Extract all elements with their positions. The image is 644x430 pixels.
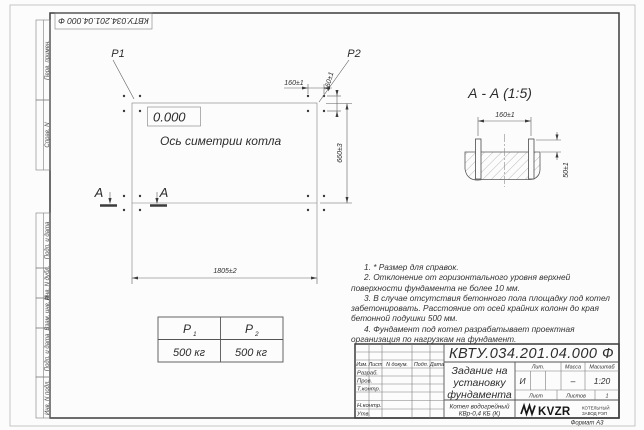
- table-header-p2-sub: 2: [255, 331, 259, 338]
- margin-label: Перв. примен.: [45, 40, 51, 80]
- section-title: А - А (1:5): [468, 85, 532, 101]
- scale-header: Масштаб: [589, 364, 615, 371]
- table-header-p2: P: [244, 322, 254, 336]
- col-izm: Изм.: [356, 362, 368, 368]
- kvzr-logo-text: KVZR: [538, 406, 571, 418]
- note-2: 2. Отклонение от горизонтального уровня верхней поверхности фундамента не более 10 мм.: [351, 272, 571, 293]
- mass-header: Масса: [565, 364, 581, 371]
- doc-title-line1: Задание на: [451, 365, 508, 377]
- load-point-p1-label: P1: [111, 48, 125, 60]
- designation-top-box: [55, 13, 152, 29]
- section-cut-marks: [94, 185, 169, 206]
- company-logo: [521, 406, 610, 419]
- margin-label: Справ. N: [45, 122, 51, 148]
- margin-label: Инв. N дубл.: [45, 265, 51, 301]
- margin-label: Взам. инв. N: [45, 295, 51, 331]
- sheets-value: 1: [605, 393, 609, 400]
- company-line2: ЗАВОД РЭП: [582, 411, 608, 416]
- table-header-p1: P: [182, 322, 192, 336]
- margin-box-podp-data-2: [36, 328, 51, 377]
- row-razrab: Разраб.: [357, 370, 378, 377]
- note-3: 3. В случае отсутствия бетонного пола площадку под котел забетонировать. Расстояние от осей крайних колонн до края бетонной подушки 500 мм.: [351, 292, 610, 324]
- dim-label-660: 660±3: [337, 143, 344, 163]
- mass-value: –: [570, 376, 576, 386]
- sheets-label: Листов: [566, 393, 586, 400]
- margin-box-sprav-n: [36, 100, 51, 170]
- lit-header: Лит.: [531, 364, 545, 371]
- margin-column: [36, 20, 51, 418]
- row-utv: Утв.: [357, 411, 371, 418]
- dim-label-section-160: 160±1: [495, 112, 515, 119]
- margin-box-inv-podl: [36, 377, 51, 418]
- product-line2: КВр-0,4 КБ (К): [458, 410, 501, 418]
- row-tkontr: Т.контр.: [357, 386, 381, 393]
- section-letter-right: А: [159, 185, 169, 200]
- sheet-label: Лист: [529, 393, 543, 400]
- table-value-p2: 500 кг: [234, 347, 268, 359]
- load-point-p2-label: P2: [347, 48, 361, 60]
- dim-label-section-50: 50±1: [563, 162, 570, 178]
- anchor-bolt-left: [476, 139, 482, 179]
- title-block: [355, 344, 619, 418]
- dim-label-160-side: 160±1: [323, 71, 336, 92]
- lit-value: И: [519, 376, 526, 386]
- sheet-frame: [10, 5, 635, 426]
- note-1: 1. * Размер для справок.: [364, 262, 459, 272]
- col-podp: Подп.: [413, 362, 429, 368]
- row-nkontr: Н.контр.: [357, 403, 382, 409]
- row-prov: Пров.: [357, 378, 373, 385]
- drawing-number: КВТУ.034.201.04.000 Ф: [448, 346, 615, 362]
- load-table: [158, 317, 283, 362]
- scale-value: 1:20: [593, 376, 611, 386]
- notes-block: [351, 262, 619, 344]
- margin-box-podp-data-1: [36, 213, 51, 268]
- col-data: Дата: [429, 362, 445, 368]
- col-doc: N докум.: [386, 362, 408, 368]
- dim-label-1805: 1805±2: [213, 268, 237, 275]
- kvzr-spring-icon: [521, 406, 535, 415]
- level-mark: 0.000: [153, 109, 186, 125]
- product-line1: Котел водогрейный: [449, 403, 510, 411]
- company-line1: КОТЕЛЬНЫЙ: [582, 405, 610, 411]
- note-4: 4. Фундамент под котел разрабатывает проектная организация по нагрузкам на фундамент.: [351, 323, 575, 344]
- margin-label: Подп. и дата: [45, 221, 51, 260]
- col-list: Лист: [368, 362, 383, 368]
- margin-label: Инв. N подл.: [45, 379, 51, 416]
- section-view: [465, 85, 570, 187]
- dim-label-160-top: 160±1: [284, 80, 304, 87]
- table-value-p1: 500 кг: [172, 347, 206, 359]
- margin-label: Подп. и дата: [45, 333, 51, 372]
- anchor-bolt-right: [529, 139, 535, 179]
- margin-box-vzam-inv: [36, 295, 51, 331]
- doc-title-line2: установку: [453, 377, 506, 389]
- table-header-p1-sub: 1: [193, 331, 197, 338]
- margin-box-perv-primen: [36, 20, 51, 100]
- format-label: Формат А3: [570, 420, 604, 427]
- designation-rotated: КВТУ.034.201.04.000 Ф: [58, 16, 149, 26]
- plan-view: [94, 48, 361, 284]
- axis-of-symmetry-label: Ось симетрии котла: [160, 134, 282, 148]
- doc-title-line3: фундамента: [447, 389, 512, 401]
- section-letter-left: А: [94, 185, 104, 200]
- margin-box-inv-dubl: [36, 266, 51, 301]
